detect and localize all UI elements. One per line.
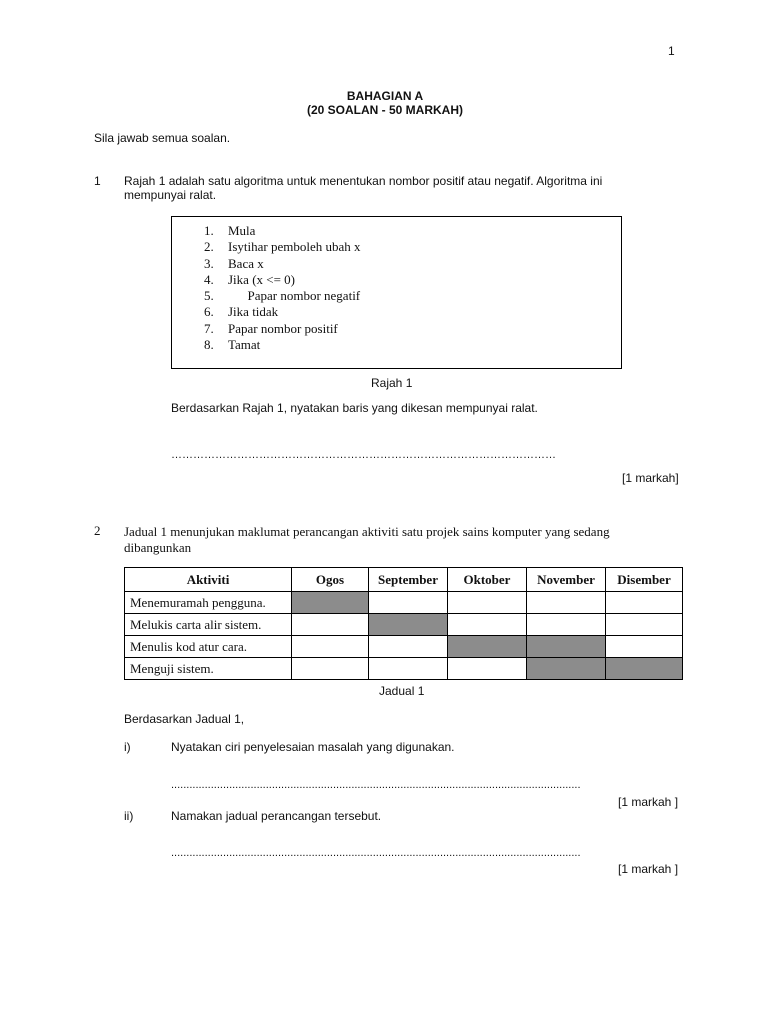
month-cell-shaded — [527, 636, 606, 658]
q2-sub-i-answer-line[interactable]: ...................................................................................................................................... — [171, 779, 581, 791]
q1-text-line2: mempunyai ralat. — [124, 188, 217, 202]
q1-marks: [1 markah] — [622, 471, 679, 485]
month-cell-shaded — [606, 658, 683, 680]
algorithm-step — [204, 239, 361, 255]
algorithm-step — [204, 304, 361, 320]
section-subtitle: (20 SOALAN - 50 MARKAH) — [306, 103, 463, 117]
algorithm-step-text: Papar nombor positif — [228, 320, 338, 336]
month-cell — [448, 658, 527, 680]
month-cell — [448, 614, 527, 636]
table-header-cell: September — [369, 568, 448, 592]
table-row — [125, 614, 683, 636]
q2-intro: Berdasarkan Jadual 1, — [124, 712, 245, 726]
section-title: BAHAGIAN A — [346, 89, 424, 103]
month-cell — [292, 658, 369, 680]
table-header-cell: Disember — [606, 568, 683, 592]
algorithm-steps — [204, 223, 361, 353]
algorithm-step-number: 5. — [204, 288, 214, 304]
table-row — [125, 658, 683, 680]
table-header-cell: November — [527, 568, 606, 592]
q1-answer-line[interactable]: …………………………………………………………………………………………… — [171, 449, 556, 461]
q2-sub-ii-marks: [1 markah ] — [618, 862, 679, 876]
month-cell — [527, 614, 606, 636]
activity-cell: Menguji sistem. — [125, 658, 292, 680]
month-cell — [527, 592, 606, 614]
month-cell — [606, 592, 683, 614]
algorithm-step-text: Mula — [228, 223, 256, 238]
algorithm-step — [204, 272, 361, 288]
planning-table — [124, 567, 683, 680]
activity-cell: Menemuramah pengguna. — [125, 592, 292, 614]
algorithm-step-text: Tamat — [228, 337, 261, 353]
q2-sub-i-text: Nyatakan ciri penyelesaian masalah yang digunakan. — [171, 740, 455, 754]
page-number: 1 — [668, 44, 675, 58]
month-cell-shaded — [369, 614, 448, 636]
table-header-cell: Ogos — [292, 568, 369, 592]
activity-cell: Melukis carta alir sistem. — [125, 614, 292, 636]
algorithm-step-number: 3. — [204, 255, 214, 271]
q1-text-line1: Rajah 1 adalah satu algoritma untuk menentukan nombor positif atau negatif. Algoritma ini — [124, 174, 603, 188]
month-cell — [606, 614, 683, 636]
q1-number: 1 — [94, 174, 101, 188]
q2-sub-ii-answer-line[interactable]: ...................................................................................................................................... — [171, 847, 581, 859]
algorithm-step — [204, 223, 361, 239]
q1-question: Berdasarkan Rajah 1, nyatakan baris yang dikesan mempunyai ralat. — [171, 401, 538, 415]
algorithm-step-text: Isytihar pemboleh ubah x — [228, 239, 361, 255]
activity-cell: Menulis kod atur cara. — [125, 636, 292, 658]
instruction-text: Sila jawab semua soalan. — [94, 131, 231, 145]
algorithm-step-text: Jika (x <= 0) — [228, 271, 296, 287]
month-cell — [292, 636, 369, 658]
algorithm-step-text: Papar nombor negatif — [228, 288, 361, 304]
q2-sub-i-label: i) — [124, 740, 131, 754]
q2-caption: Jadual 1 — [379, 684, 425, 698]
q2-sub-i-marks: [1 markah ] — [618, 795, 679, 809]
q1-caption: Rajah 1 — [371, 376, 413, 390]
table-header-row — [125, 568, 683, 592]
algorithm-step — [204, 337, 361, 353]
algorithm-step-number: 7. — [204, 320, 214, 336]
q2-sub-ii-text: Namakan jadual perancangan tersebut. — [171, 809, 382, 823]
algorithm-step-number: 4. — [204, 271, 214, 287]
q2-text-line1: Jadual 1 menunjukan maklumat perancangan aktiviti satu projek sains komputer yang sedang — [124, 524, 610, 539]
month-cell-shaded — [292, 592, 369, 614]
month-cell — [292, 614, 369, 636]
algorithm-step-text: Jika tidak — [228, 304, 279, 320]
table-header-cell: Oktober — [448, 568, 527, 592]
month-cell — [369, 636, 448, 658]
table-row — [125, 592, 683, 614]
algorithm-step-number: 6. — [204, 304, 214, 320]
q2-text-line2: dibangunkan — [124, 540, 192, 555]
table-header-cell: Aktiviti — [125, 568, 292, 592]
month-cell — [369, 658, 448, 680]
algorithm-step — [204, 321, 361, 337]
month-cell — [369, 592, 448, 614]
month-cell — [448, 592, 527, 614]
month-cell-shaded — [527, 658, 606, 680]
algorithm-step-text: Baca x — [228, 255, 264, 271]
month-cell — [606, 636, 683, 658]
algorithm-step-number: 8. — [204, 337, 214, 353]
algorithm-box — [171, 216, 622, 369]
q2-sub-ii-label: ii) — [124, 809, 134, 823]
month-cell-shaded — [448, 636, 527, 658]
q2-number: 2 — [94, 523, 101, 538]
algorithm-step-number: 2. — [204, 239, 214, 255]
algorithm-step — [204, 256, 361, 272]
algorithm-step-number: 1. — [204, 223, 214, 238]
algorithm-step — [204, 288, 361, 304]
table-row — [125, 636, 683, 658]
